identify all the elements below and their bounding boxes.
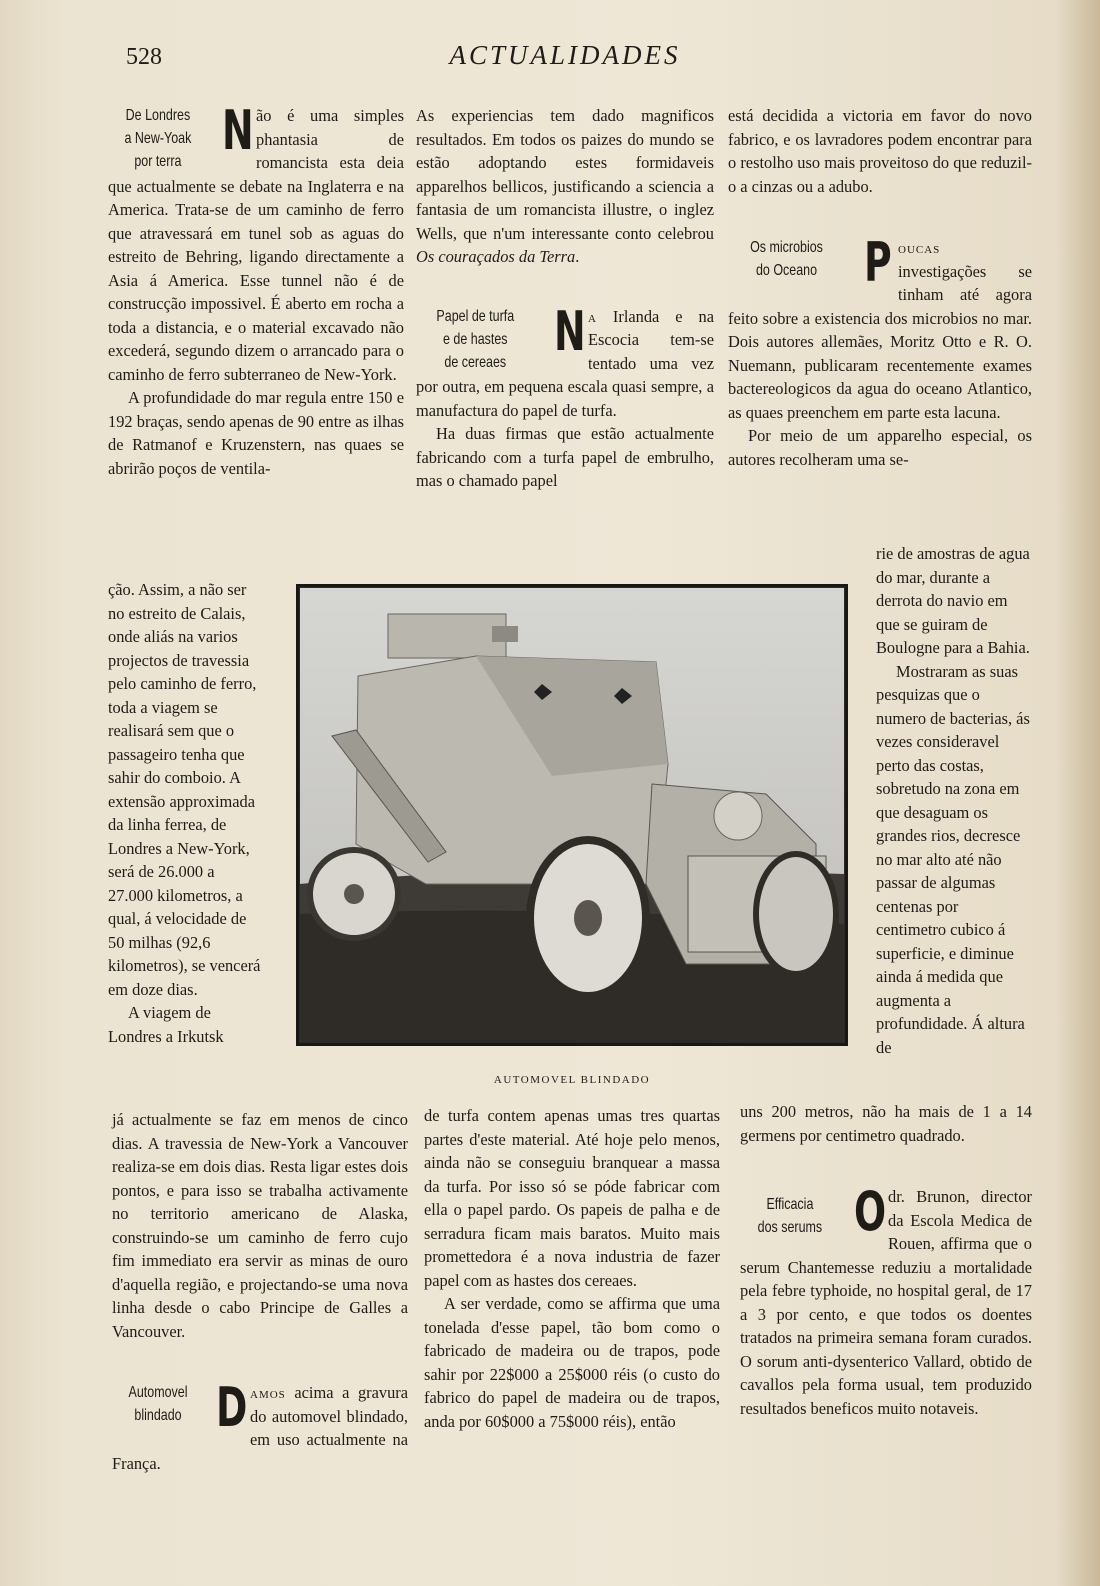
- column-1-upper: [108, 99, 404, 480]
- peat-paragraph-2-cont: de turfa contem apenas umas tres quartas partes d'este material. Até hoje pelo menos, ainda não se conseguiu branquear a massa da turfa. Por isso só se póde fabricar com ella o papel pardo. Os papeis de palha e de serradura ficam mais baratos. Muito mais promettedora é a nova industria de fazer papel com as hastes dos cereaes.: [424, 1106, 720, 1290]
- peat-paragraph-3: A ser verdade, como se affirma que uma tonelada d'esse papel, tão bom como o fabricado de madeira ou de trapos, pode sahir por 22$000 a 25$000 réis (o custo do fabrico do papel de madeira ou de trapos, anda por 60$000 a 75$000 réis), então: [424, 1294, 720, 1431]
- tunnel-paragraph-2-cont: ção. Assim, a não ser no estreito de Calais, onde aliás na varios projectos de travessia pelo caminho de ferro, toda a viagem se realisará sem que o passageiro tenha que sahir do comboio. A extensão approximada da linha ferrea, de Londres a New-York, será de 26.000 a 27.000 kilometros, a qual, á velocidade de 50 milhas (92,6 kilometros), se vencerá em doze dias.: [108, 580, 261, 999]
- microbes-paragraph-3-cont: uns 200 metros, não ha mais de 1 a 14 germens por centimetro quadrado.: [740, 1102, 1032, 1145]
- headlamp: [714, 792, 762, 840]
- turret-gun: [492, 626, 518, 642]
- column-2-upper: [416, 104, 714, 493]
- peat-drop-cap: N: [554, 299, 586, 363]
- microbes-side-title: Os microbios do Oceano: [750, 239, 823, 279]
- column-1-narrow: [108, 578, 262, 1048]
- peat-paragraph-3-cont: está decidida a victoria em favor do novo fabrico, e os lavradores podem encontrar para o restolho uso mais proveitoso do que reduzil-o a cinzas ou a adubo.: [728, 106, 1032, 196]
- microbes-paragraph-2: Por meio de um apparelho especial, os autores recolheram uma se-: [728, 426, 1032, 469]
- peat-side-title: Papel de turfa e de hastes de cereaes: [436, 307, 515, 371]
- turret: [388, 614, 506, 658]
- column-1-lower: [112, 1108, 408, 1475]
- microbes-paragraph-3: Mostraram as suas pesquizas que o numero de bacterias, ás vezes consideravel perto das costas, sobretudo na zona em que desaguam os grandes rios, decresce no mar alto até não passar de algumas centenas por centimetro cubico á superficie, e diminue ainda á medida que augmenta a profundidade. Á altura de: [876, 661, 1030, 1057]
- figure-caption: AUTOMOVEL BLINDADO: [493, 1074, 651, 1086]
- running-head: ACTUALIDADES: [449, 40, 681, 70]
- peat-paragraph-2: Ha duas firmas que estão actualmente fabricando com a turfa papel de embrulho, mas o chamado papel: [416, 424, 714, 490]
- armored-car-photo: [296, 584, 848, 1046]
- serums-article: Efficacia dos serums O dr. Brunon, director da Escola Medica de Rouen, affirma que o serum Chantemesse reduziu a mortalidade pela febre typhoide, no hospital geral, de 17 a 3 por cento, e que todos os doentes tratados na primeira semana foram curados. O sorum anti-dysenterico Vallard, obtido de cavallos pela forma usual, tem produzido resultados beneficos muito notaveis.: [740, 1180, 1032, 1418]
- tunnel-paragraph-3: A viagem de Londres a Irkutsk: [108, 1003, 224, 1046]
- armored-side-title: Automovel blindado: [128, 1384, 188, 1424]
- microbes-drop-cap: P: [864, 231, 892, 294]
- microbes-article: Os microbios do Oceano P oucas investigações se tinham até agora feito sobre a existencia dos microbios no mar. Dois autores allemães, Moritz Otto e R. O. Nuemann, publicaram recentemente exames bactereologicos da agua do oceano Atlantico, as quaes preenchem em parte esta lacuna.: [728, 231, 1032, 422]
- tunnel-paragraph-2: A profundidade do mar regula entre 150 e 192 braças, sendo apenas de 90 entre as ilhas de Ratmanof e Kruzenstern, nas quaes se abrirão poços de ventila-: [108, 388, 404, 478]
- column-2-lower: [424, 1104, 720, 1433]
- serums-drop-cap: O: [854, 1180, 887, 1243]
- column-3-narrow: [876, 542, 1032, 1059]
- page-number: 528: [126, 44, 162, 70]
- armored-drop-cap: D: [216, 1376, 248, 1439]
- far-front-wheel: [756, 854, 836, 974]
- tunnel-paragraph-3-cont: já actualmente se faz em menos de cinco dias. A travessia de New-York a Vancouver realiza-se em dois dias. Resta ligar estes dois pontos, e para isso se trabalha activamente no territorio americano de Alaska, construindo-se um caminho de ferro cujo fim immediato era servir as minas de ouro d'aquella região, e projectando-se uma nova linha desde o cabo Principe de Galles a Vancouver.: [112, 1110, 408, 1341]
- tunnel-drop-cap: N: [222, 99, 254, 162]
- tunnel-article: De Londres a New-Yoak por terra N ão é uma simples phantasia de romancista esta deia que actualmente se debate na Inglaterra e na America. Trata-se de um caminho de ferro que atravessará em tunel sob as aguas do estreito de Behring, ligando directamente a Asia á America. Esse tunnel não é de construcção impossivel. É aberto em rocha a toda a distancia, e o material excavado não excederá, segundo dizem o arrancado para o caminho de ferro subterraneo de New-York.: [108, 99, 404, 384]
- microbes-paragraph-2-cont: rie de amostras de agua do mar, durante a derrota do navio em que se guiram de Boulogne para a Bahia.: [876, 544, 1030, 657]
- armored-car-article: Automovel blindado D amos acima a gravura do automovel blindado, em uso actualmente na França.: [112, 1376, 408, 1473]
- experiences-paragraph: As experiencias tem dado magnificos resultados. Em todos os paizes do mundo se estão adoptando estes formidaveis apparelhos bellicos, justificando a sciencia a fantasia de um romancista illustre, o inglez Wells, que n'um interessante conto celebrou Os couraçados da Terra.: [416, 106, 714, 266]
- peat-paper-article: Papel de turfa e de hastes de cereaes N a Irlanda e na Escocia tem-se tentado uma vez por outra, em pequena escala quasi sempre, a manufactura do papel de turfa.: [416, 299, 714, 420]
- tunnel-side-title: De Londres a New-Yoak por terra: [124, 107, 192, 170]
- serums-side-title: Efficacia dos serums: [757, 1196, 823, 1236]
- column-3-lower: [740, 1100, 1032, 1420]
- armored-car-illustration: [296, 584, 848, 1046]
- column-3-upper: [728, 104, 1032, 471]
